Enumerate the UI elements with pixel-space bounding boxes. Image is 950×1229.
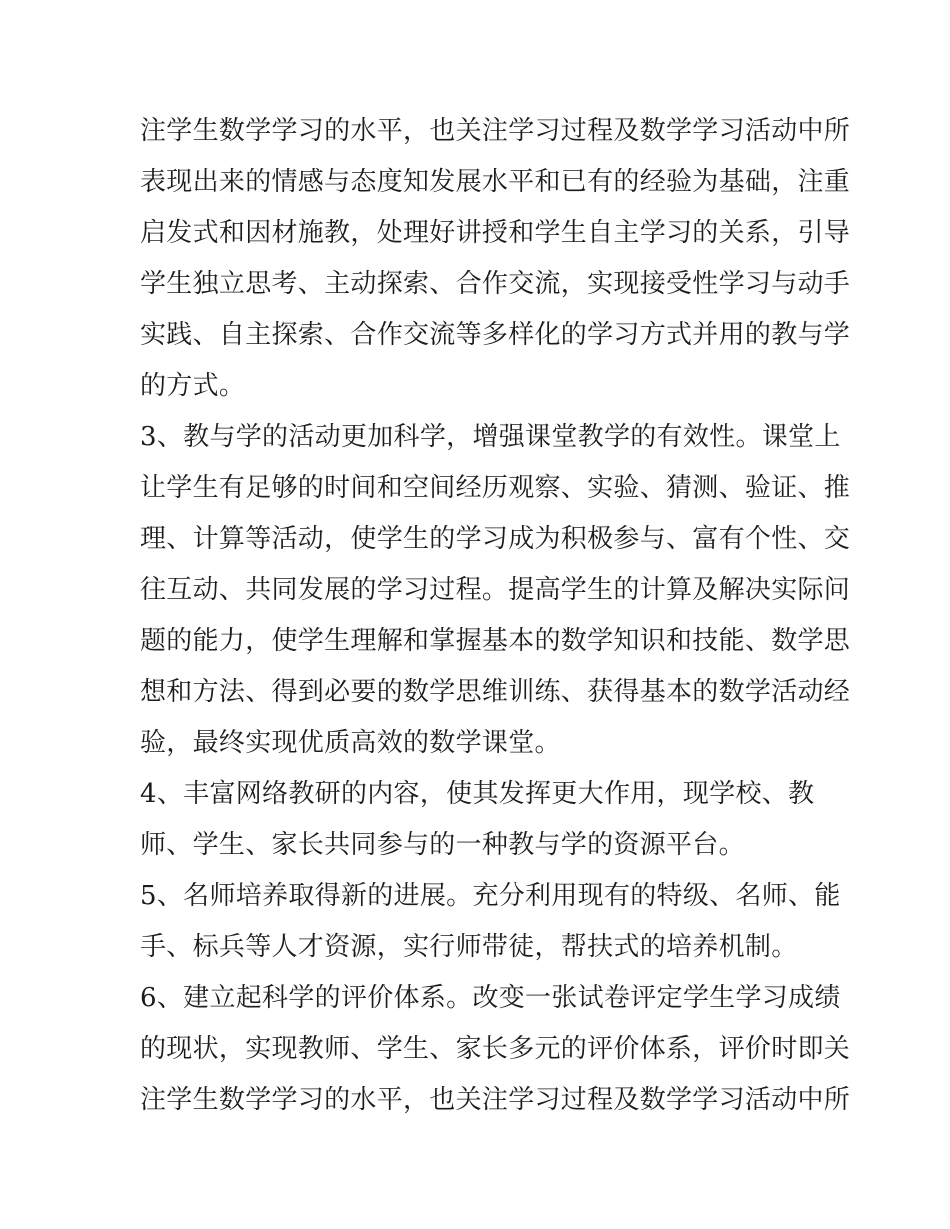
- text-line: 启发式和因材施教，处理好讲授和学生自主学习的关系，引导: [140, 218, 851, 248]
- text-line: 往互动、共同发展的学习过程。提高学生的计算及解决实际问: [140, 575, 851, 605]
- text-line: 理、计算等活动，使学生的学习成为积极参与、富有个性、交: [140, 524, 851, 554]
- text-line: 题的能力，使学生理解和掌握基本的数学知识和技能、数学思: [140, 626, 851, 656]
- text-line: 的方式。: [140, 371, 246, 401]
- text-line: 5、名师培养取得新的进展。充分利用现有的特级、名师、能: [140, 881, 841, 911]
- text-line: 验，最终实现优质高效的数学课堂。: [140, 728, 561, 758]
- text-line: 让学生有足够的时间和空间经历观察、实验、猜测、验证、推: [140, 473, 851, 503]
- text-line: 3、教与学的活动更加科学，增强课堂教学的有效性。课堂上: [140, 422, 841, 452]
- text-line: 表现出来的情感与态度知发展水平和已有的经验为基础，注重: [140, 167, 851, 197]
- text-line: 学生独立思考、主动探索、合作交流，实现接受性学习与动手: [140, 269, 851, 299]
- text-line: 师、学生、家长共同参与的一种教与学的资源平台。: [140, 830, 745, 860]
- body-text: [140, 106, 851, 1126]
- text-line: 注学生数学学习的水平，也关注学习过程及数学学习活动中所: [140, 116, 851, 146]
- text-line: 4、丰富网络教研的内容，使其发挥更大作用，现学校、教: [140, 779, 815, 809]
- text-line: 手、标兵等人才资源，实行师带徒，帮扶式的培养机制。: [140, 932, 798, 962]
- text-line: 想和方法、得到必要的数学思维训练、获得基本的数学活动经: [140, 677, 851, 707]
- text-line: 注学生数学学习的水平，也关注学习过程及数学学习活动中所: [140, 1085, 851, 1115]
- text-line: 的现状，实现教师、学生、家长多元的评价体系，评价时即关: [140, 1034, 851, 1064]
- text-line: 实践、自主探索、合作交流等多样化的学习方式并用的教与学: [140, 320, 851, 350]
- text-line: 6、建立起科学的评价体系。改变一张试卷评定学生学习成绩: [140, 983, 841, 1013]
